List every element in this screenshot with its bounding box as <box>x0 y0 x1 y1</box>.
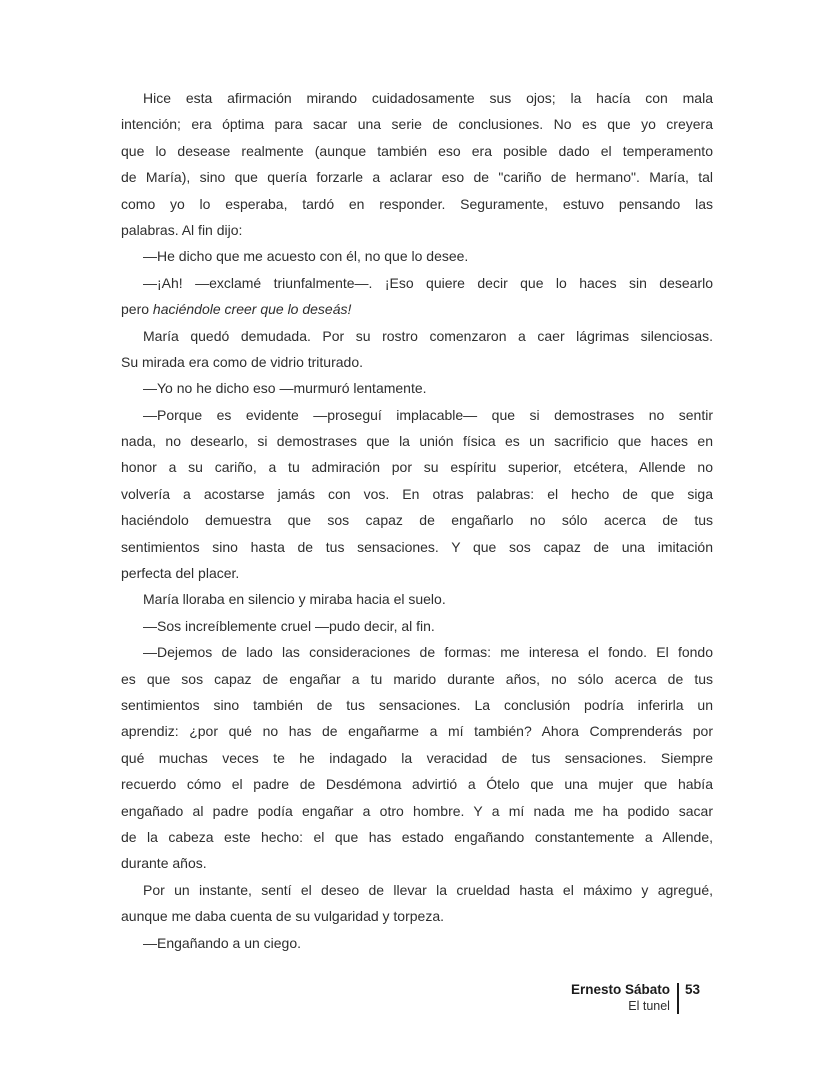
text-line: María quedó demudada. Por su rostro comenzaron a caer lágrimas silenciosas. <box>143 327 713 344</box>
text-line: Su mirada era como de vidrio triturado. <box>121 353 363 370</box>
text-line: —Dejemos de lado las consideraciones de formas: me interesa el fondo. El fondo <box>143 644 713 661</box>
paragraph <box>121 270 713 323</box>
text-line: palabras. Al fin dijo: <box>121 221 243 238</box>
text-line: Hice esta afirmación mirando cuidadosamente sus ojos; la hacía con mala <box>143 90 713 106</box>
text-line: —Porque es evidente —proseguí implacable— que si demostrases no sentir <box>143 406 713 423</box>
text-line: intención; era óptima para sacar una serie de conclusiones. No es que yo creyera <box>121 116 713 133</box>
text-line: María lloraba en silencio y miraba hacia el suelo. <box>143 591 446 608</box>
text-line: de María), sino que quería forzarle a aclarar eso de "cariño de hermano". María, tal <box>121 169 713 186</box>
text-line: como yo lo esperaba, tardó en responder. Seguramente, estuvo pensando las <box>121 195 713 212</box>
text-line: de la cabeza este hecho: el que has estado engañando constantemente a Allende, <box>121 828 713 845</box>
text-line: aunque me daba cuenta de su vulgaridad y torpeza. <box>121 908 445 925</box>
text-line: —¡Ah! —exclamé triunfalmente—. ¡Eso quiere decir que lo haces sin desearlo <box>143 274 713 291</box>
paragraph <box>121 243 713 269</box>
text-line <box>121 296 713 322</box>
author-name: Ernesto Sábato <box>570 982 670 997</box>
text-line: es que sos capaz de engañar a tu marido durante años, no sólo acerca de tus <box>121 670 713 687</box>
paragraph <box>121 639 713 877</box>
text-line: sentimientos sino también de tus sensaciones. La conclusión podría inferirla un <box>121 696 713 713</box>
text-line: —Engañando a un ciego. <box>143 934 302 951</box>
body-text <box>121 85 713 956</box>
text-line: durante años. <box>121 855 207 872</box>
paragraph <box>121 375 713 401</box>
paragraph <box>121 85 713 243</box>
text-line: volvería a acostarse jamás con vos. En otras palabras: el hecho de que siga <box>121 485 713 502</box>
page-footer <box>571 982 700 1014</box>
text-line: recuerdo cómo el padre de Desdémona advirtió a Ótelo que una mujer que había <box>121 776 713 793</box>
text-line: —He dicho que me acuesto con él, no que lo desee. <box>143 248 469 265</box>
paragraph <box>121 877 713 930</box>
text-line: honor a su cariño, a tu admiración por su espíritu superior, etcétera, Allende no <box>121 459 713 476</box>
text-line: haciéndolo demuestra que sos capaz de engañarlo no sólo acerca de tus <box>121 512 713 529</box>
text-line: engañado al padre podía engañar a otro hombre. Y a mí nada me ha podido sacar <box>121 802 713 819</box>
text-line: que lo desease realmente (aunque también eso era posible dado el temperamento <box>121 142 713 159</box>
text-line: perfecta del placer. <box>121 565 240 582</box>
footer-author-title <box>571 982 670 1014</box>
page-number: 53 <box>684 982 700 997</box>
text-line: Por un instante, sentí el deseo de llevar la crueldad hasta el máximo y agregué, <box>143 881 713 898</box>
paragraph <box>121 402 713 587</box>
italic-text-segment: haciéndole creer que lo deseás! <box>152 301 352 318</box>
text-line: —Sos increíblemente cruel —pudo decir, al fin. <box>143 617 435 634</box>
footer-divider <box>677 983 679 1014</box>
book-title: El tunel <box>628 999 670 1013</box>
paragraph <box>121 323 713 376</box>
paragraph <box>121 930 713 956</box>
text-segment: pero <box>121 301 153 318</box>
text-line: sentimientos sino hasta de tus sensaciones. Y que sos capaz de una imitación <box>121 538 713 555</box>
text-line: aprendiz: ¿por qué no has de engañarme a mí también? Ahora Comprenderás por <box>121 723 713 740</box>
paragraph <box>121 613 713 639</box>
text-line: nada, no desearlo, si demostrases que la unión física es un sacrificio que haces en <box>121 433 713 450</box>
text-line: qué muchas veces te he indagado la veracidad de tus sensaciones. Siempre <box>121 749 713 766</box>
text-line: —Yo no he dicho eso —murmuró lentamente. <box>143 380 427 397</box>
paragraph <box>121 586 713 612</box>
